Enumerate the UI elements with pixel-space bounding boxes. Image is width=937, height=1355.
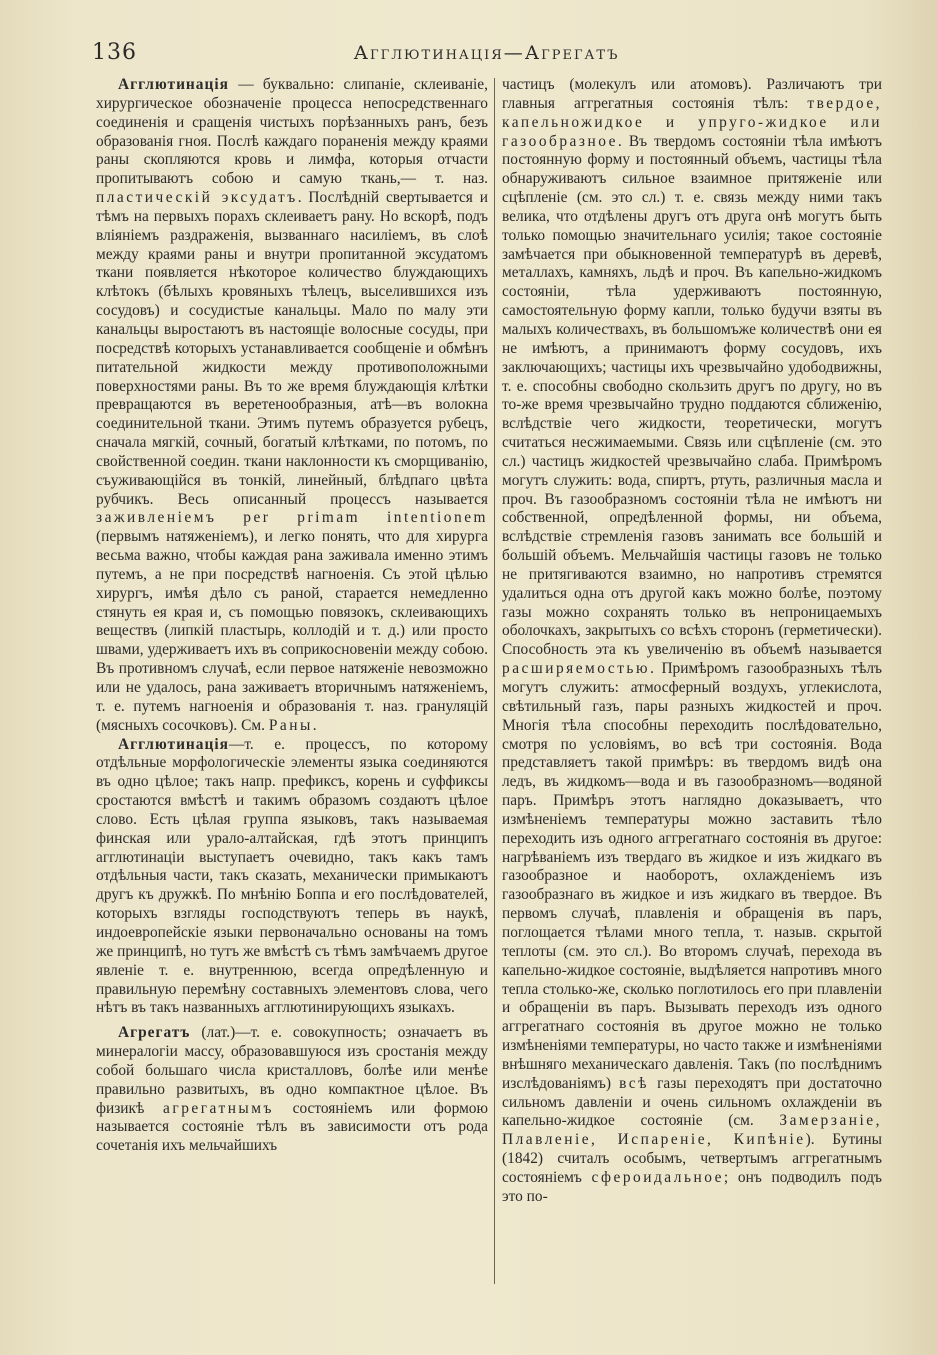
article-text: частицъ (молекулъ или атомовъ). Различаютъ три главныя аггрегатныя состоянія тѣлъ: bbox=[502, 76, 882, 112]
page-number: 136 bbox=[92, 40, 137, 65]
headword: Агглютинація bbox=[118, 735, 229, 753]
term: всѣ bbox=[619, 1074, 649, 1092]
article-text: состояніемъ или формою называется состояніе тѣлъ въ зависимости отъ рода сочетанія ихъ мельчайшихъ bbox=[96, 1099, 488, 1155]
article-aggregate-continued bbox=[502, 76, 882, 1207]
column-divider bbox=[494, 78, 495, 1284]
term: агрегатнымъ bbox=[163, 1099, 274, 1117]
article-text: — буквально: слипаніе, склеиваніе, хирургическое обозначеніе процесса непосредственнаго соединенія и сращенія чистыхъ порѣзанныхъ ранъ, безъ образованія гноя. Послѣ каждаго пораненія между краями раны скопляются кровь и лимфа, которыя отчасти пропитываютъ собою и самую ткань,— т. наз. bbox=[96, 76, 488, 188]
article-text: газы переходятъ при достаточно сильномъ давленіи и очень сильномъ охлажденіи въ капельно-жидкое состояніе (см. bbox=[502, 1074, 882, 1130]
article-text: —т. е. процессъ, по которому отдѣльные морфологическіе элементы языка соединяются въ одно цѣлое; такъ напр. префиксъ, корень и суффиксы сростаются вмѣстѣ и такимъ образомъ создаютъ цѣлое слово. Есть цѣлая группа языковъ, такъ называемая финская или урало-алтайская, гдѣ этотъ принципъ агглютинаціи выступаетъ очевидно, такъ какъ тамъ отдѣльныя части, такъ сказать, механически примыкаютъ другъ къ дружкѣ. По мнѣнію Боппа и его послѣдователей, которыхъ взгляды господствуютъ теперь въ наукѣ, индоевропейскіе языки первоначально основаны на томъ же принципѣ, но тутъ же вмѣстѣ съ тѣмъ замѣчаемъ другое явленіе т. е. внутреннюю, всегда опредѣленную и правильную перемѣну составныхъ элементовъ слова, чего нѣтъ въ такъ названныхъ агглютинирующихъ языкахъ. bbox=[96, 735, 488, 1017]
headword: Агрегатъ bbox=[118, 1024, 191, 1042]
cross-reference: Замерзаніе, Плавленіе, Испареніе, Кипѣніе bbox=[502, 1112, 882, 1149]
article-text: . Примѣромъ газообразныхъ тѣлъ могутъ служить: атмосферный воздухъ, углекислота, свѣтильный газъ, пары разныхъ жидкостей и проч. Многія тѣла способны переходить послѣдовательно, смотря по условіямъ, во всѣ три состоянія. Вода представляетъ такой примѣръ: въ твердомъ видѣ она ледъ, въ жидкомъ—вода и въ газообразномъ—водяной паръ. Примѣръ этотъ наглядно доказываетъ, что измѣненіемъ температуры можно заставить тѣло переходить изъ одного аггрегатнаго состоянія въ другое: нагрѣваніемъ изъ твердаго въ жидкое и изъ жидкаго въ газообразное и наоборотъ, охлажденіемъ изъ газообразнаго въ жидкое и изъ жидкаго въ твердое. Въ первомъ случаѣ, плавленія и обращенія въ паръ, поглощается тѣлами много тепла, т. назыв. скрытой теплоты (см. это сл.). Во второмъ случаѣ, перехода въ капельно-жидкое состояніе, выдѣляется напротивъ много тепла столько-же, сколько поглотилось его при плавленіи и обращеніи въ паръ. Вызывать переходъ изъ одного аггрегатнаго состоянія въ другое можно не только измѣненіями температуры, но часто также и измѣненіями внѣшняго механическаго давленія. Такъ (по послѣднимъ изслѣдованіямъ) bbox=[502, 660, 882, 1092]
article-text: . Въ твердомъ состояніи тѣла имѣютъ постоянную форму и постоянный объемъ, частицы тѣла обнаруживаютъ сильное взаимное притяженіе или сцѣпленіе (см. это сл.) т. е. связь между ними такъ велика, что отдѣлены другъ отъ друга онѣ могутъ быть только помощью значительнаго усилія; такое состояніе замѣчается при обыкновенной температурѣ въ деревѣ, металлахъ, камняхъ, льдѣ и проч. Въ капельно-жидкомъ состояніи, тѣла удерживаютъ постоянную, самостоятельную форму капли, только будучи взяты въ малыхъ количествахъ, въ большомъже количествѣ они ея не имѣютъ, а принимаютъ форму сосудовъ, ихъ заключающихъ; частицы ихъ чрезвычайно удободвижны, т. е. способны свободно скользить другъ по другу, но въ то-же время чрезвычайно трудно поддаются сближенію, вслѣдствіе чего жидкости, теоретически, могутъ считаться несжимаемыми. Связь или сцѣпленіе (см. это сл.) частицъ жидкостей чрезвычайно слаба. Примѣромъ могутъ служить: вода, спиртъ, ртуть, различныя масла и проч. Въ газообразномъ состояніи тѣла не имѣютъ ни собственной, опредѣленной формы, ни объема, вслѣдствіе стремленія газовъ занимать все большій и большій объемъ. Мельчайшія частицы газовъ не только не притягиваются взаимно, но напротивъ стремятся удалиться одна отъ другой какъ можно болѣе, поэтому газы можно сохранять только въ непроницаемыхъ оболочкахъ, закрытыхъ со всѣхъ сторонъ (герметически). Способность эта къ увеличенію въ объемѣ называется bbox=[502, 132, 882, 659]
article-agglutination-linguistics bbox=[96, 736, 488, 1019]
cross-reference: Раны bbox=[268, 716, 313, 734]
article-text: (первымъ натяженіемъ), и легко понять, что для хирурга весьма важно, чтобы каждая рана заживала именно этимъ путемъ, а не при посредствѣ нагноенія. Съ этой цѣлью хирургъ, имѣя дѣло съ раной, старается немедленно стянуть ея края и, съ помощью повязокъ, склеивающихъ веществъ (липкій пластырь, коллодій и т. д.) или просто швами, удерживаетъ ихъ въ соприкосновеніи между собою. Въ противномъ случаѣ, если первое натяженіе невозможно или не удалось, рана заживаетъ вторичнымъ натяженіемъ, т. е. путемъ нагноенія и образованія т. наз. грануляцій (мясныхъ сосочковъ). См. bbox=[96, 528, 488, 734]
term: пластическій эксудатъ bbox=[96, 189, 298, 207]
term: сфероидальное bbox=[591, 1168, 724, 1186]
running-head: Агглютинація—Агрегатъ bbox=[353, 42, 620, 64]
article-agglutination-surgery bbox=[96, 76, 488, 736]
article-text: . bbox=[312, 716, 317, 734]
right-column bbox=[502, 76, 882, 1207]
article-text: (лат.)—т. е. совокупность; означаетъ въ минералогіи массу, образовавшуюся изъ сростанія между собой большаго числа кристалловъ, болѣе или менѣе правильно развитыхъ, въ одно компактное цѣлое. Въ физикѣ bbox=[96, 1024, 488, 1117]
article-text: ; онъ подводилъ подъ это по- bbox=[502, 1168, 882, 1205]
left-column bbox=[96, 76, 488, 1156]
term: твердое, капельножидкое и упруго-жидкое или газообразное bbox=[502, 94, 882, 150]
article-text: ). Бутины (1842) считалъ особымъ, четвертымъ аггрегатнымъ состояніемъ bbox=[502, 1131, 882, 1186]
headword: Агглютинація bbox=[118, 76, 229, 93]
article-aggregate bbox=[96, 1024, 488, 1156]
article-text: . Послѣдній свертывается и тѣмъ на первыхъ порахъ склеиваетъ рану. Но вскорѣ, подъ вліяніемъ раздраженія, вызваннаго насиліемъ, въ слоѣ между краями раны и внутри пропитанной эксудатомъ ткани появляется нѣкоторое количество блуждающихъ клѣтокъ (бѣлыхъ кровяныхъ тѣлецъ, выселившихся изъ сосудовъ) и сосудистые канальцы. Мало по малу эти канальцы выростаютъ въ настоящіе волосные сосуды, при посредствѣ которыхъ устанавливается сообщеніе и обмѣнъ питательной жидкости между противоположными поверхностями раны. Въ то же время блуждающія клѣтки превращаются въ веретенообразныя, атѣ—въ волокна соединительной ткани. Этимъ путемъ образуется рубецъ, сначала мягкій, сочный, богатый клѣтками, по потомъ, по свойственной соедин. ткани наклонности къ сморщиванію, съуживающійся въ тонкій, линейный, блѣдпаго цвѣта рубчикъ. Весь описанный процессъ называется bbox=[96, 189, 489, 508]
term: расширяемостью bbox=[502, 660, 650, 678]
page-header bbox=[92, 40, 881, 70]
term: заживленіемъ per primam intentionem bbox=[96, 509, 488, 527]
